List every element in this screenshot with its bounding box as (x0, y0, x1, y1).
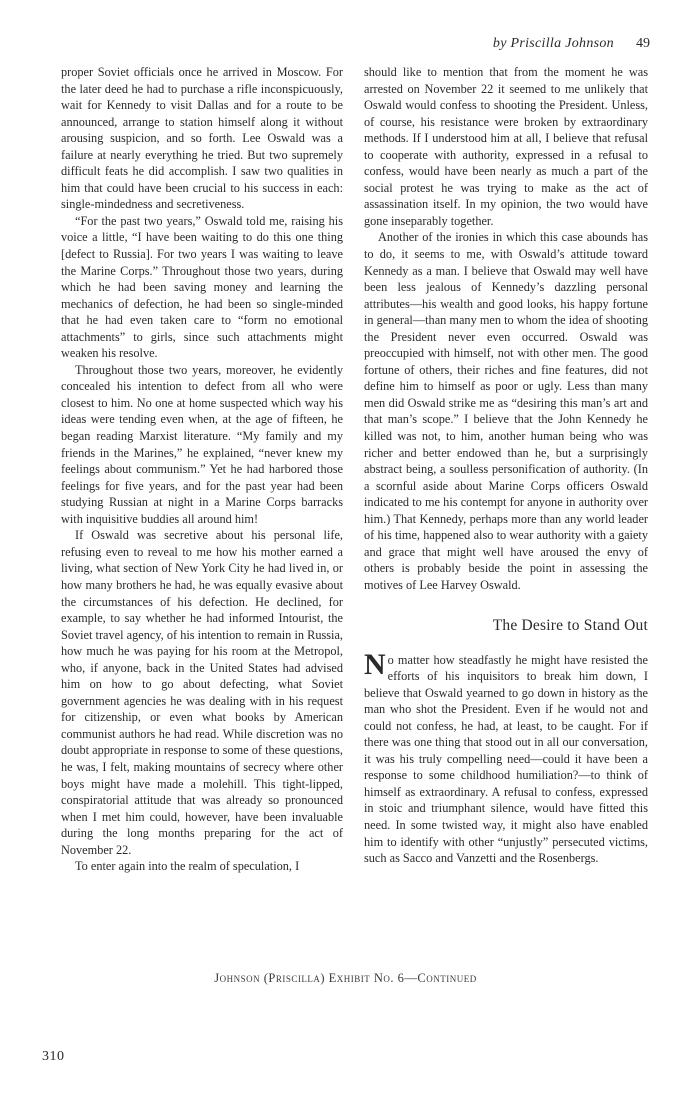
body-paragraph: Throughout those two years, moreover, he evidently concealed his intention to defect from all who were closest to him. No one at home suspected which way his ideas were tending even when, at the age of fifteen, he began reading Marxist literature. “My family and my friends in the Marines,” he explained, “never knew my feelings about communism.” Yet he had harbored those feelings for five years, and for the past year had been studying Russian at night in a Marine Corps barracks with inquisitive buddies all around him! (61, 362, 343, 526)
body-paragraph-with-dropcap (364, 647, 648, 867)
body-paragraph: Another of the ironies in which this case abounds has to do, it seems to me, with Oswald’s attitude toward Kennedy as a man. I believe that Oswald may well have been less jealous of Kennedy’s dazzling personal attributes—his wealth and good looks, his happy fortune in general—than many men to whom the idea of shooting the President never even occurred. Oswald was preoccupied with himself, not with other men. The good fortune of others, their riches and fine features, did not define him to himself as poor or ugly. Less than many men did Oswald strike me as “desiring this man’s art and that man’s scope.” I believe that the John Kennedy he killed was not, to him, another human being who was richer and better endowed than he, but a surprisingly abstract being, a soulless personification of authority. (In a scornful aside about Marine Corps officers Oswald indicated to me his contempt for anyone in authority over him.) That Kennedy, perhaps more than any world leader of his time, happened also to wear authority with a gaiety and grace that might well have aroused the envy of others is probably beside the point in assessing the motives of Lee Harvey Oswald. (364, 230, 648, 592)
section-heading: The Desire to Stand Out (492, 616, 648, 634)
left-column (61, 64, 343, 875)
body-paragraph: “For the past two years,” Oswald told me, raising his voice a little, “I have been waiting to do this one thing [defect to Russia]. For two years I was waiting to leave the Marine Corps.” Throughout those two years, during which he had been saving money and learning the mechanics of defection, he had been so single-minded that he had even taken care to “form no emotional attachments” to girls, since such attachments might weaken his resolve. (61, 213, 343, 361)
body-paragraph: proper Soviet officials once he arrived in Moscow. For the later deed he had to purchase a rifle inconspicuously, wait for Kennedy to visit Dallas and for a route to be announced, arrange to station himself along it without arousing suspicion, and so forth. Lee Oswald was a failure at nearly everything he tried. But two supremely difficult feats he did accomplish. I saw two qualities in him that could have been crucial to his success in each: single-mindedness and secretiveness. (61, 65, 343, 212)
exhibit-caption (0, 971, 691, 986)
running-head-author: by Priscilla Johnson (492, 36, 614, 51)
page-number: 310 (42, 1049, 65, 1064)
body-paragraph: To enter again into the realm of speculation, I (75, 859, 300, 874)
running-head-page-number: 49 (636, 36, 650, 51)
body-paragraph-text: o matter how steadfastly he might have resisted the efforts of his inquisitors to break him down, I believe that Oswald yearned to go down in history as the man who shot the President. Even if he would not and could not confess, he had, at least, to be caught. For if there was one thing that stood out in all our conversation, it was his truly compelling need—could it have been a response to some childhood humiliation?—to think of himself as extraordinary. A refusal to confess, expressed in stoic and triumphant silence, would have fitted this need. In some twisted way, it might also have enabled him to identify with other “unjustly” persecuted victims, such as Sacco and Vanzetti and the Rosenbergs. (364, 652, 648, 866)
right-column (364, 64, 648, 867)
body-paragraph: If Oswald was secretive about his personal life, refusing even to reveal to me how his mother earned a living, what section of New York City he had lived in, or how many brothers he had, he was equally evasive about the circumstances of his defection. He declined, for example, to say whether he had informed Intourist, the Soviet travel agency, of his intention to remain in Russia, how much he was paying for his room at the Metropol, who, if anyone, back in the United States had advised him on how to go about defecting, what Soviet government agencies he was dealing with in his request for citizenship, or even what books by American communist authors he had read. While discretion was no doubt appropriate in response to some of these questions, he was, I felt, making mountains of secrecy where other boys might have made a molehill. This tight-lipped, conspiratorial attitude that was already so pronounced when I met him could, however, have been invaluable during the long months preparing for the act of November 22. (61, 528, 343, 857)
drop-cap: N (364, 647, 386, 681)
body-paragraph: should like to mention that from the moment he was arrested on November 22 it seemed to me unlikely that Oswald would confess to shooting the President. Unless, of course, his resistance were broken by extraordinary methods. If I understood him at all, I believe that refusal to cooperate with authority, expressed in a refusal to confess, would have been nearly as much a part of the social protest he was trying to make as the act of assassination itself. In my opinion, the two would have gone inseparably together. (364, 65, 648, 228)
exhibit-caption-text: Johnson (Priscilla) Exhibit No. 6—Continued (214, 971, 477, 985)
running-head (0, 35, 650, 53)
